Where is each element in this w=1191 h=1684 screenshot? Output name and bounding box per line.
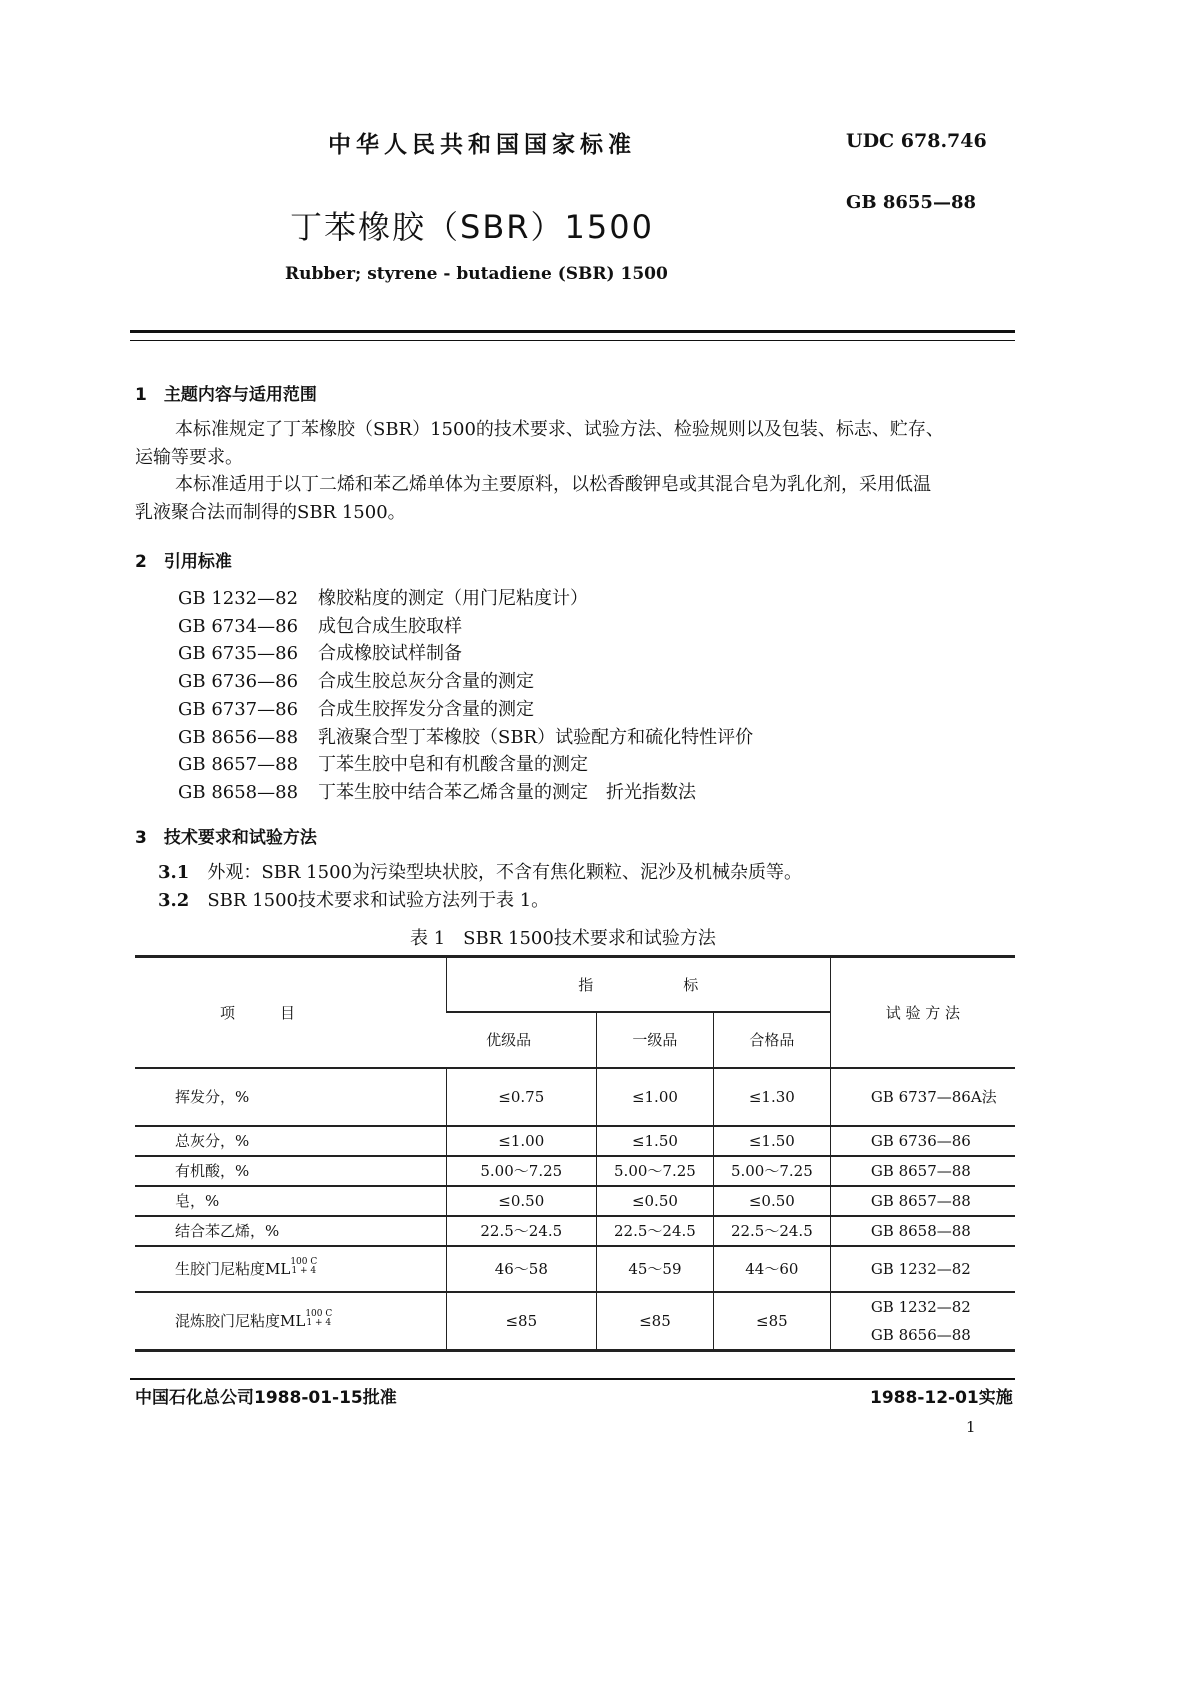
section-3-heading [135,823,317,848]
section-number: 2 [135,552,147,572]
method-cell [830,1292,1015,1351]
value-cell: 22.5～24.5 [446,1216,596,1246]
header-item: 项 目 [135,957,446,1068]
method-cell [830,1068,1015,1126]
ml-time: 1 + 4 [291,1266,317,1276]
method: GB 8657—88 [870,1191,971,1210]
table-row [135,1216,1015,1246]
value-cell: ≤85 [446,1292,596,1351]
value-cell: 5.00～7.25 [596,1156,713,1186]
row-item: 总灰分，% [175,1132,250,1150]
header-rule-thin [130,340,1015,341]
method: GB 6736—86 [870,1131,971,1150]
header-rule [130,330,1015,333]
value-cell: ≤1.00 [446,1126,596,1156]
value-cell: ≤0.50 [596,1186,713,1216]
reference-name: 乳液聚合型丁苯橡胶（SBR）试验配方和硫化特性评价 [318,726,754,748]
header-grade: 合格品 [713,1012,830,1068]
method-cell [830,1156,1015,1186]
table-row [135,1246,1015,1292]
reference-name: 橡胶粘度的测定（用门尼粘度计） [318,588,588,609]
clause-number: 3.2 [158,890,190,911]
section-title: 主题内容与适用范围 [163,385,317,405]
header-grade: 一级品 [596,1012,713,1068]
reference-item [178,639,462,665]
row-item: 混炼胶门尼粘度ML [175,1312,306,1330]
header-grade: 优级品 [446,1012,596,1068]
item-cell [135,1292,446,1351]
header-method: 试 验 方 法 [830,957,1015,1068]
table-row [135,1186,1015,1216]
ml-temperature: 100 C [305,1309,333,1319]
item-cell [135,1186,446,1216]
reference-code: GB 6736—86 [178,671,299,693]
value-cell: ≤0.75 [446,1068,596,1126]
reference-name: 合成橡胶试样制备 [318,643,462,665]
reference-code: GB 6734—86 [178,615,299,637]
row-item: 有机酸，% [175,1162,250,1180]
clause-number: 3.1 [158,862,190,883]
paragraph: 运输等要求。 [135,447,243,468]
reference-code: GB 8656—88 [178,726,299,748]
value-cell: 5.00～7.25 [713,1156,830,1186]
section-2-heading [135,547,232,572]
value-cell: 22.5～24.5 [596,1216,713,1246]
reference-item [178,584,588,610]
page-number: 1 [966,1418,976,1436]
method-cell [830,1246,1015,1292]
reference-code: GB 6737—86 [178,698,299,720]
value-cell: 22.5～24.5 [713,1216,830,1246]
row-item: 皂，% [175,1192,220,1210]
footer-rule [130,1378,1015,1380]
method: GB 1232—82 [870,1297,971,1316]
table-row [135,1126,1015,1156]
method: GB 8656—88 [870,1325,971,1344]
value-cell: 5.00～7.25 [446,1156,596,1186]
effective-date: 1988-12-01实施 [870,1388,1013,1408]
value-cell: ≤1.30 [713,1068,830,1126]
method: GB 8658—88 [870,1221,971,1240]
method: GB 6737—86A法 [870,1087,997,1106]
clause-text: 外观：SBR 1500为污染型块状胶，不含有焦化颗粒、泥沙及机械杂质等。 [207,862,802,883]
item-cell [135,1126,446,1156]
item-cell [135,1068,446,1126]
reference-code: GB 8657—88 [178,754,299,776]
clause-3-2 [158,886,549,916]
reference-name: 合成生胶总灰分含量的测定 [318,671,534,693]
reference-code: GB 6735—86 [178,643,299,665]
section-title: 技术要求和试验方法 [163,828,317,848]
document-subtitle: Rubber; styrene - butadiene (SBR) 1500 [285,264,668,284]
reference-item [178,667,534,693]
method: GB 8657—88 [870,1161,971,1180]
reference-code: GB 1232—82 [178,588,299,609]
ml-time: 1 + 4 [306,1318,332,1328]
table-row [135,1068,1015,1126]
reference-item [178,612,462,638]
reference-name: 丁苯生胶中结合苯乙烯含量的测定 折光指数法 [318,781,696,803]
clause-text: SBR 1500技术要求和试验方法列于表 1。 [207,890,550,911]
section-1-heading [135,380,317,405]
method-cell [830,1216,1015,1246]
value-cell: 45～59 [596,1246,713,1292]
udc-code: UDC 678.746 [846,130,987,152]
ml-conditions [290,1258,317,1276]
value-cell: ≤1.00 [596,1068,713,1126]
header-index: 指 标 [446,957,830,1012]
value-cell: ≤85 [713,1292,830,1351]
row-item: 挥发分，% [175,1088,250,1106]
document-title: 丁苯橡胶（SBR）1500 [290,208,654,246]
table-row [135,1156,1015,1186]
method: GB 1232—82 [870,1259,971,1278]
row-item: 结合苯乙烯，% [175,1222,280,1240]
value-cell: ≤1.50 [596,1126,713,1156]
method-cell [830,1126,1015,1156]
table-caption: 表 1 SBR 1500技术要求和试验方法 [410,928,716,949]
item-cell [135,1216,446,1246]
value-cell: ≤0.50 [446,1186,596,1216]
reference-name: 丁苯生胶中皂和有机酸含量的测定 [318,754,588,776]
spec-table [135,955,1015,1352]
paragraph: 本标准规定了丁苯橡胶（SBR）1500的技术要求、试验方法、检验规则以及包装、标志、贮存、 [175,419,944,440]
table-row [135,1292,1015,1351]
reference-item [178,778,696,804]
value-cell: 46～58 [446,1246,596,1292]
paragraph: 乳液聚合法而制得的SBR 1500。 [135,502,406,523]
method-cell [830,1186,1015,1216]
national-standard-label: 中华人民共和国国家标准 [328,132,636,158]
value-cell: ≤85 [596,1292,713,1351]
section-number: 3 [135,828,147,848]
section-number: 1 [135,385,147,405]
clause-3-1 [158,858,802,888]
reference-item [178,723,753,749]
item-cell [135,1156,446,1186]
section-title: 引用标准 [163,552,232,572]
approval-date: 中国石化总公司1988-01-15批准 [135,1388,397,1408]
reference-item [178,695,534,721]
item-cell [135,1246,446,1292]
reference-code: GB 8658—88 [178,781,299,803]
value-cell: ≤1.50 [713,1126,830,1156]
ml-conditions [305,1310,332,1328]
gb-number: GB 8655—88 [846,192,976,213]
reference-name: 成包合成生胶取样 [318,615,462,637]
paragraph: 本标准适用于以丁二烯和苯乙烯单体为主要原料，以松香酸钾皂或其混合皂为乳化剂，采用低温 [175,474,931,495]
value-cell: ≤0.50 [713,1186,830,1216]
row-item: 生胶门尼粘度ML [175,1260,291,1278]
reference-item [178,750,588,776]
ml-temperature: 100 C [290,1257,318,1267]
reference-name: 合成生胶挥发分含量的测定 [318,698,534,720]
value-cell: 44～60 [713,1246,830,1292]
